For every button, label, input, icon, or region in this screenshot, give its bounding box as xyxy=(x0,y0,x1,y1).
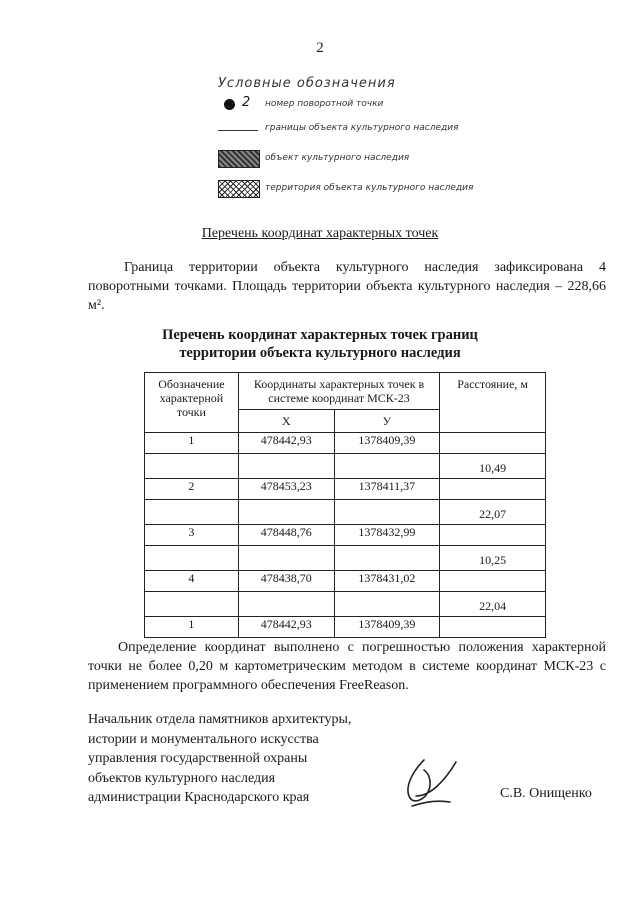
signer-name: С.В. Онищенко xyxy=(500,786,592,801)
x-cell: 478448,76 xyxy=(238,525,334,546)
y-cell: 1378431,02 xyxy=(334,571,440,592)
legend-label: границы объекта культурного наследия xyxy=(265,123,459,133)
point-cell xyxy=(145,454,239,479)
point-cell: 3 xyxy=(145,525,239,546)
section-title-text: Перечень координат характерных точек xyxy=(201,226,439,241)
x-cell: 478438,70 xyxy=(238,571,334,592)
heritage-object-icon xyxy=(218,150,260,168)
header-distance: Расстояние, м xyxy=(440,373,546,433)
legend-point-number: 2 xyxy=(242,95,251,110)
paragraph-boundary: Граница территории объекта культурного наследия зафиксирована 4 поворотными точками. Площадь территории объекта культурного наследия – 228,66 м². xyxy=(88,260,606,313)
legend-label: объект культурного наследия xyxy=(265,153,410,163)
point-cell xyxy=(145,592,239,617)
point-cell: 1 xyxy=(145,433,239,454)
point-dot-icon xyxy=(224,99,235,110)
point-cell: 2 xyxy=(145,479,239,500)
distance-row xyxy=(145,500,546,525)
distance-cell xyxy=(440,617,546,638)
y-cell: 1378432,99 xyxy=(334,525,440,546)
x-cell: 478442,93 xyxy=(238,433,334,454)
y-cell xyxy=(334,454,440,479)
page-number: 2 xyxy=(316,40,324,56)
distance-row xyxy=(145,454,546,479)
point-cell xyxy=(145,546,239,571)
point-cell: 4 xyxy=(145,571,239,592)
section-title xyxy=(0,226,640,242)
distance-cell: 22,07 xyxy=(440,500,546,525)
point-cell: 1 xyxy=(145,617,239,638)
header-point: Обозначение характерной точки xyxy=(145,373,239,433)
y-cell xyxy=(334,592,440,617)
distance-cell: 10,49 xyxy=(440,454,546,479)
point-row xyxy=(145,617,546,638)
x-cell: 478453,23 xyxy=(238,479,334,500)
point-row xyxy=(145,479,546,500)
handwritten-signature xyxy=(394,752,464,812)
header-y: У xyxy=(334,410,440,433)
signatory-line: Начальник отдела памятников архитектуры, xyxy=(88,712,352,727)
legend-label: территория объекта культурного наследия xyxy=(265,183,474,193)
signatory-line: управления государственной охраны xyxy=(88,751,308,766)
distance-cell xyxy=(440,433,546,454)
y-cell xyxy=(334,500,440,525)
distance-cell xyxy=(440,479,546,500)
table-title-line: Перечень координат характерных точек границ xyxy=(162,327,478,343)
coordinates-table xyxy=(144,372,546,638)
signatory-position xyxy=(88,710,351,808)
boundary-line-icon xyxy=(218,130,258,131)
y-cell: 1378411,37 xyxy=(334,479,440,500)
y-cell: 1378409,39 xyxy=(334,433,440,454)
distance-cell: 22,04 xyxy=(440,592,546,617)
y-cell xyxy=(334,546,440,571)
signatory-line: истории и монументального искусства xyxy=(88,731,319,747)
distance-cell xyxy=(440,571,546,592)
x-cell xyxy=(238,500,334,525)
legend-label: номер поворотной точки xyxy=(265,99,384,109)
distance-row xyxy=(145,546,546,571)
header-coords: Координаты характерных точек в системе координат МСК-23 xyxy=(238,373,439,410)
distance-cell: 10,25 xyxy=(440,546,546,571)
heritage-territory-icon xyxy=(218,180,260,198)
point-row xyxy=(145,433,546,454)
distance-cell xyxy=(440,525,546,546)
y-cell: 1378409,39 xyxy=(334,617,440,638)
distance-row xyxy=(145,592,546,617)
table-title xyxy=(0,326,640,362)
x-cell: 478442,93 xyxy=(238,617,334,638)
signatory-line: администрации Краснодарского края xyxy=(88,790,310,805)
point-row xyxy=(145,571,546,592)
signatory-line: объектов культурного наследия xyxy=(88,770,276,786)
table-title-line: территории объекта культурного наследия xyxy=(179,345,461,361)
point-cell xyxy=(145,500,239,525)
x-cell xyxy=(238,454,334,479)
point-row xyxy=(145,525,546,546)
legend-title: Условные обозначения xyxy=(218,76,396,91)
paragraph-method: Определение координат выполнено с погрешностью положения характерной точки не более 0,20 м картометрическим методом в системе координат МСК-23 с применением программного обеспечения FreeReason. xyxy=(88,640,606,693)
x-cell xyxy=(238,546,334,571)
header-x: X xyxy=(238,410,334,433)
x-cell xyxy=(238,592,334,617)
